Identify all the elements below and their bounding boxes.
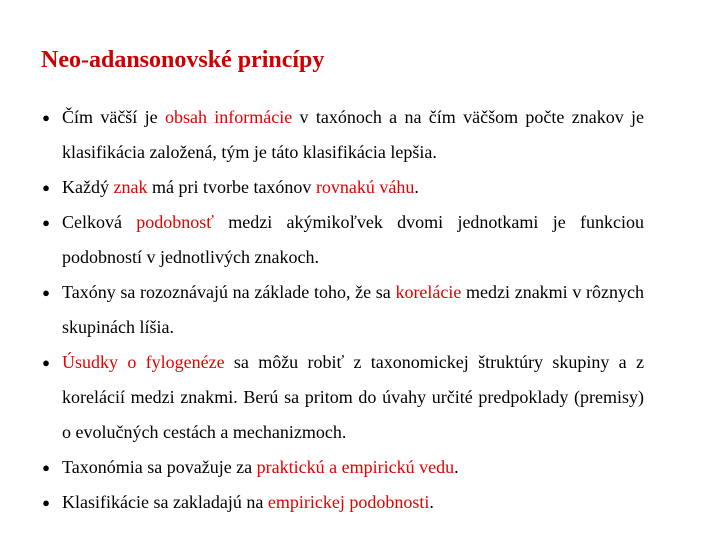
bullet-text: . [454, 457, 459, 477]
highlighted-term: obsah informácie [164, 107, 293, 127]
bullet-item [40, 450, 644, 485]
bullet-text: Taxóny sa rozoznávajú na základe toho, že sa [62, 282, 396, 302]
bullet-text: medzi akýmikoľvek dvomi jednotkami je funkciou podobností v jednotlivých znakoch. [62, 212, 644, 267]
bullet-text: Klasifikácie sa zakladajú na [62, 492, 268, 512]
bullet-dot-icon: ● [42, 460, 50, 475]
highlighted-term: praktickú a empirickú vedu [256, 457, 455, 477]
bullet-dot-icon: ● [42, 285, 50, 300]
bullet-text: Každý [62, 177, 114, 197]
bullet-dot-icon: ● [42, 180, 50, 195]
highlighted-term: Úsudky o fylogenéze [62, 352, 225, 372]
highlighted-term: podobnosť [136, 212, 214, 232]
bullet-text: má pri tvorbe taxónov [147, 177, 316, 197]
bullet-item [40, 345, 644, 450]
bullet-text: . [429, 492, 434, 512]
bullet-text: medzi znakmi v rôznych skupinách líšia. [62, 282, 644, 337]
bullet-item [40, 205, 644, 275]
bullet-item [40, 100, 644, 170]
bullet-text: sa môžu robiť z taxonomickej štruktúry skupiny a z korelácií medzi znakmi. Berú sa pritom do úvahy určité predpoklady (premisy) o evolučných cestách a mechanizmoch. [62, 352, 644, 442]
bullet-list [40, 100, 644, 520]
bullet-item [40, 485, 644, 520]
highlighted-term: korelácie [395, 282, 462, 302]
bullet-item [40, 170, 644, 205]
highlighted-term: empirickej podobnosti [267, 492, 430, 512]
bullet-dot-icon: ● [42, 355, 50, 370]
bullet-text: Celková [62, 212, 137, 232]
bullet-dot-icon: ● [42, 215, 50, 230]
highlighted-term: rovnakú váhu [315, 177, 415, 197]
bullet-text: . [414, 177, 419, 197]
highlighted-term: znak [113, 177, 148, 197]
bullet-text: Taxonómia sa považuje za [62, 457, 257, 477]
bullet-dot-icon: ● [42, 495, 50, 510]
bullet-dot-icon: ● [42, 110, 50, 125]
bullet-text: v taxónoch a na čím väčšom počte znakov je klasifikácia založená, tým je táto klasifikácia lepšia. [62, 107, 645, 162]
bullet-item [40, 275, 644, 345]
slide-title: Neo-adansonovské princípy [41, 47, 325, 73]
bullet-text: Čím väčší je [62, 107, 165, 127]
